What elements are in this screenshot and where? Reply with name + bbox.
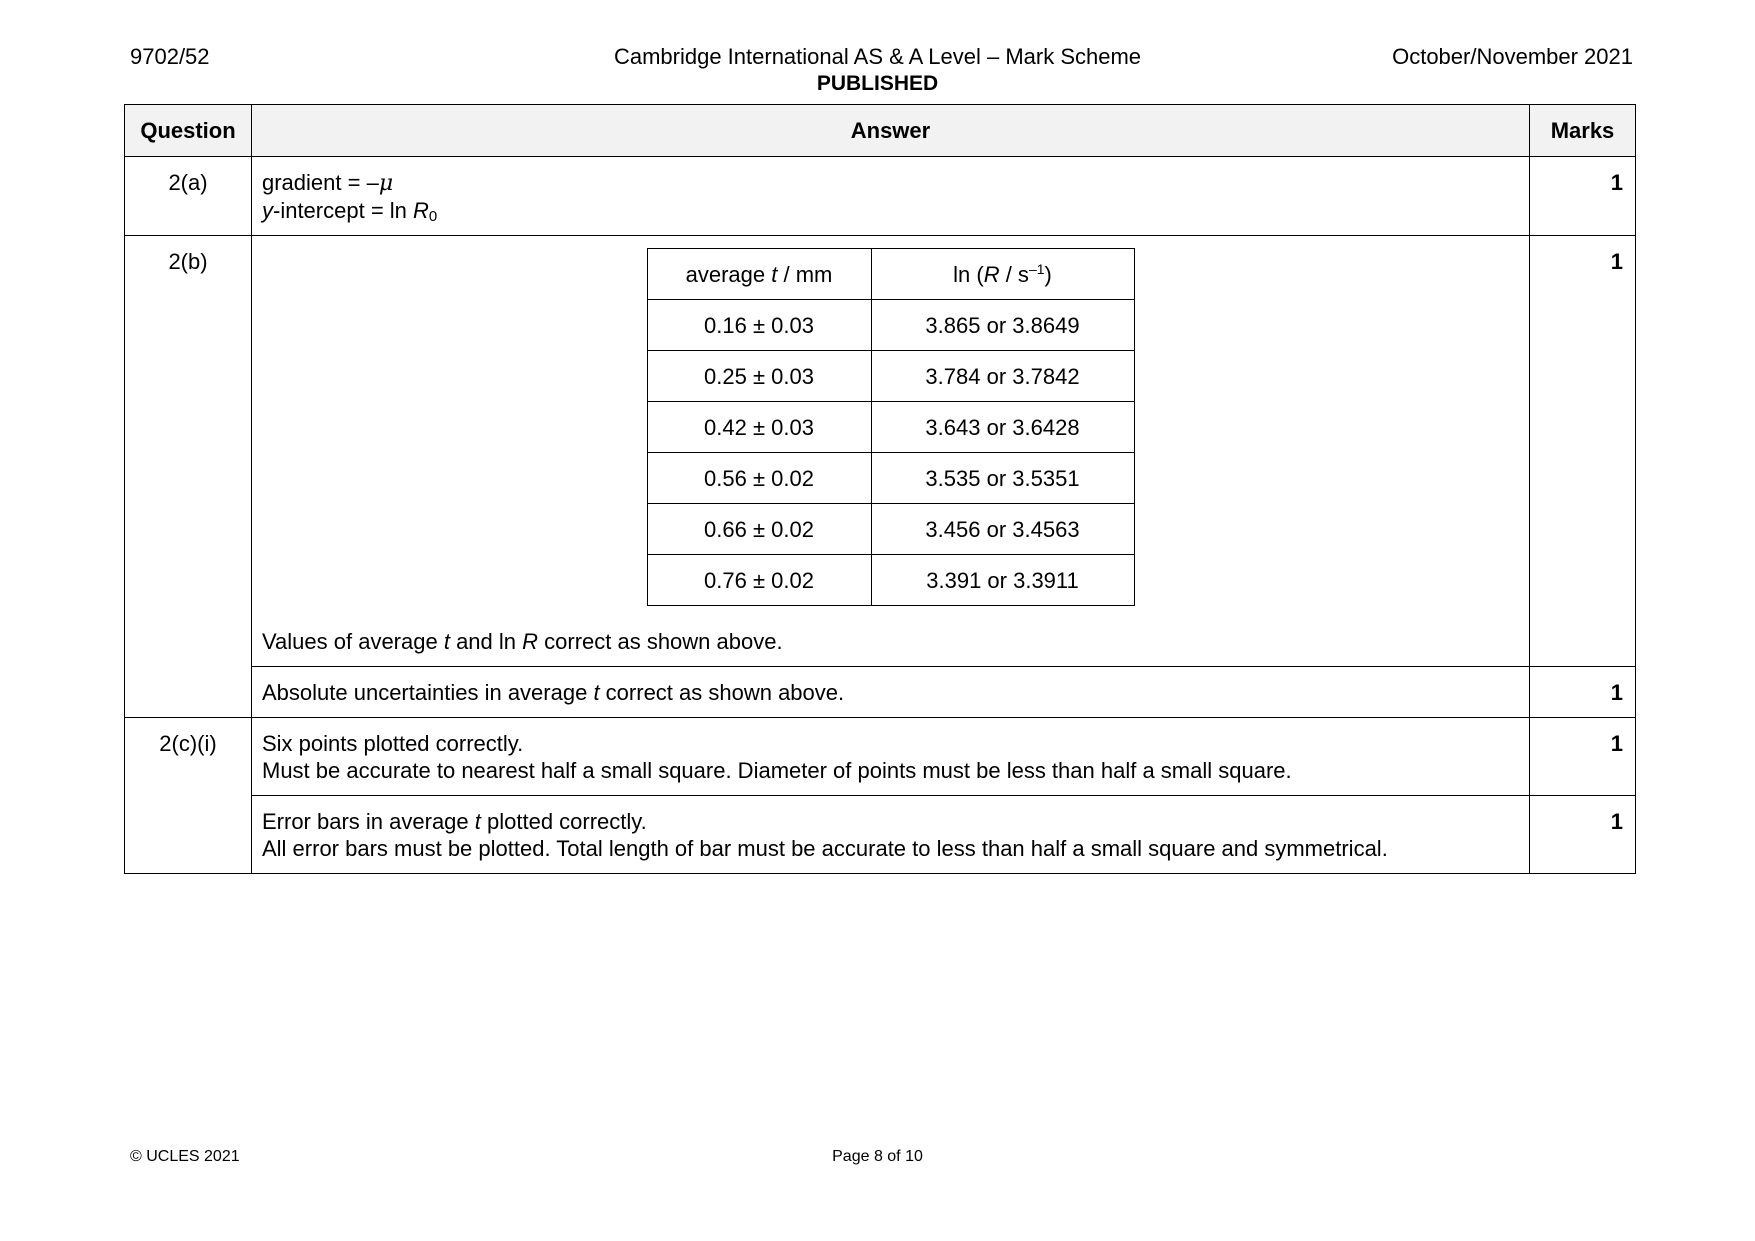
ln-r-value: 3.865 or 3.8649: [871, 300, 1134, 351]
header-text: average: [685, 261, 772, 287]
note-text: plotted correctly.: [480, 809, 647, 834]
note-text: correct as shown above.: [538, 629, 783, 654]
results-table: [647, 248, 1135, 606]
subscript-zero: 0: [428, 208, 438, 225]
r-variable: R: [413, 198, 429, 223]
ln-r-value: 3.391 or 3.3911: [871, 555, 1134, 606]
header-text: ln (: [953, 261, 984, 287]
marks-cell: 1: [1530, 236, 1636, 667]
note-text: Absolute uncertainties in average: [262, 680, 594, 705]
page-number: Page 8 of 10: [832, 1148, 923, 1165]
superscript: –1: [1028, 260, 1045, 277]
note-text: Error bars in average: [262, 809, 475, 834]
points-plotted-detail: Must be accurate to nearest half a small square. Diameter of points must be less than half a small square.: [262, 758, 1292, 783]
answer-column-header: Answer: [252, 105, 1530, 157]
header-unit: / mm: [777, 261, 833, 287]
question-2b-uncertainty-row: [125, 667, 1636, 718]
question-2ci-error-bars-row: [125, 796, 1636, 874]
ln-r-value: 3.784 or 3.7842: [871, 351, 1134, 402]
intercept-text: -intercept = ln: [273, 198, 414, 223]
t-variable: t: [443, 629, 450, 654]
average-t-value: 0.76 ± 0.02: [647, 555, 871, 606]
question-column-header: Question: [125, 105, 252, 157]
table-row: [647, 402, 1134, 453]
mark-scheme-table: [124, 104, 1636, 874]
table-header-row: [125, 105, 1636, 157]
t-variable: t: [474, 809, 481, 834]
answer-cell: [252, 236, 1530, 667]
ln-r-value: 3.535 or 3.5351: [871, 453, 1134, 504]
marks-cell: 1: [1530, 718, 1636, 796]
points-plotted-line: Six points plotted correctly.: [262, 731, 524, 756]
question-2a-row: [125, 157, 1636, 236]
ln-r-value: 3.456 or 3.4563: [871, 504, 1134, 555]
average-t-header: [647, 249, 871, 300]
results-header-row: [647, 249, 1134, 300]
note-text: Values of average: [262, 629, 444, 654]
r-variable: R: [522, 629, 539, 654]
published-label: PUBLISHED: [816, 72, 939, 95]
average-t-value: 0.66 ± 0.02: [647, 504, 871, 555]
y-variable: y: [262, 198, 273, 223]
note-text: and ln: [449, 629, 523, 654]
average-t-value: 0.25 ± 0.03: [647, 351, 871, 402]
paper-code: 9702/52: [130, 44, 210, 69]
error-bars-line: [262, 808, 1519, 835]
table-row: [647, 555, 1134, 606]
values-note: [262, 628, 1519, 655]
closing-paren: ): [1044, 261, 1052, 287]
question-2b-row: [125, 236, 1636, 667]
r-variable: R: [983, 261, 1000, 287]
t-variable: t: [593, 680, 600, 705]
ln-r-value: 3.643 or 3.6428: [871, 402, 1134, 453]
answer-cell: [252, 718, 1530, 796]
document-title: Cambridge International AS & A Level – Mark Scheme: [613, 44, 1142, 69]
answer-cell: [252, 796, 1530, 874]
table-row: [647, 504, 1134, 555]
mu-symbol: μ: [378, 171, 394, 196]
question-2ci-row: [125, 718, 1636, 796]
table-row: [647, 300, 1134, 351]
gradient-text: gradient = –: [262, 170, 379, 195]
average-t-value: 0.42 ± 0.03: [647, 402, 871, 453]
marks-column-header: Marks: [1530, 105, 1636, 157]
table-row: [647, 453, 1134, 504]
average-t-value: 0.16 ± 0.03: [647, 300, 871, 351]
exam-session: October/November 2021: [1392, 44, 1633, 69]
question-label: 2(a): [125, 157, 252, 236]
answer-cell: [252, 667, 1530, 718]
t-variable: t: [771, 261, 778, 287]
marks-cell: 1: [1530, 157, 1636, 236]
question-label: 2(c)(i): [125, 718, 252, 874]
marks-cell: 1: [1530, 796, 1636, 874]
gradient-line: [262, 169, 1519, 197]
average-t-value: 0.56 ± 0.02: [647, 453, 871, 504]
answer-cell: [252, 157, 1530, 236]
header-unit: / s: [999, 261, 1029, 287]
error-bars-detail: All error bars must be plotted. Total length of bar must be accurate to less than half a small square and symmetrical.: [262, 836, 1388, 861]
table-row: [647, 351, 1134, 402]
marks-cell: 1: [1530, 667, 1636, 718]
question-label: 2(b): [125, 236, 252, 718]
intercept-line: [262, 197, 1519, 224]
copyright: © UCLES 2021: [130, 1148, 240, 1165]
ln-r-header: [871, 249, 1134, 300]
note-text: correct as shown above.: [599, 680, 845, 705]
